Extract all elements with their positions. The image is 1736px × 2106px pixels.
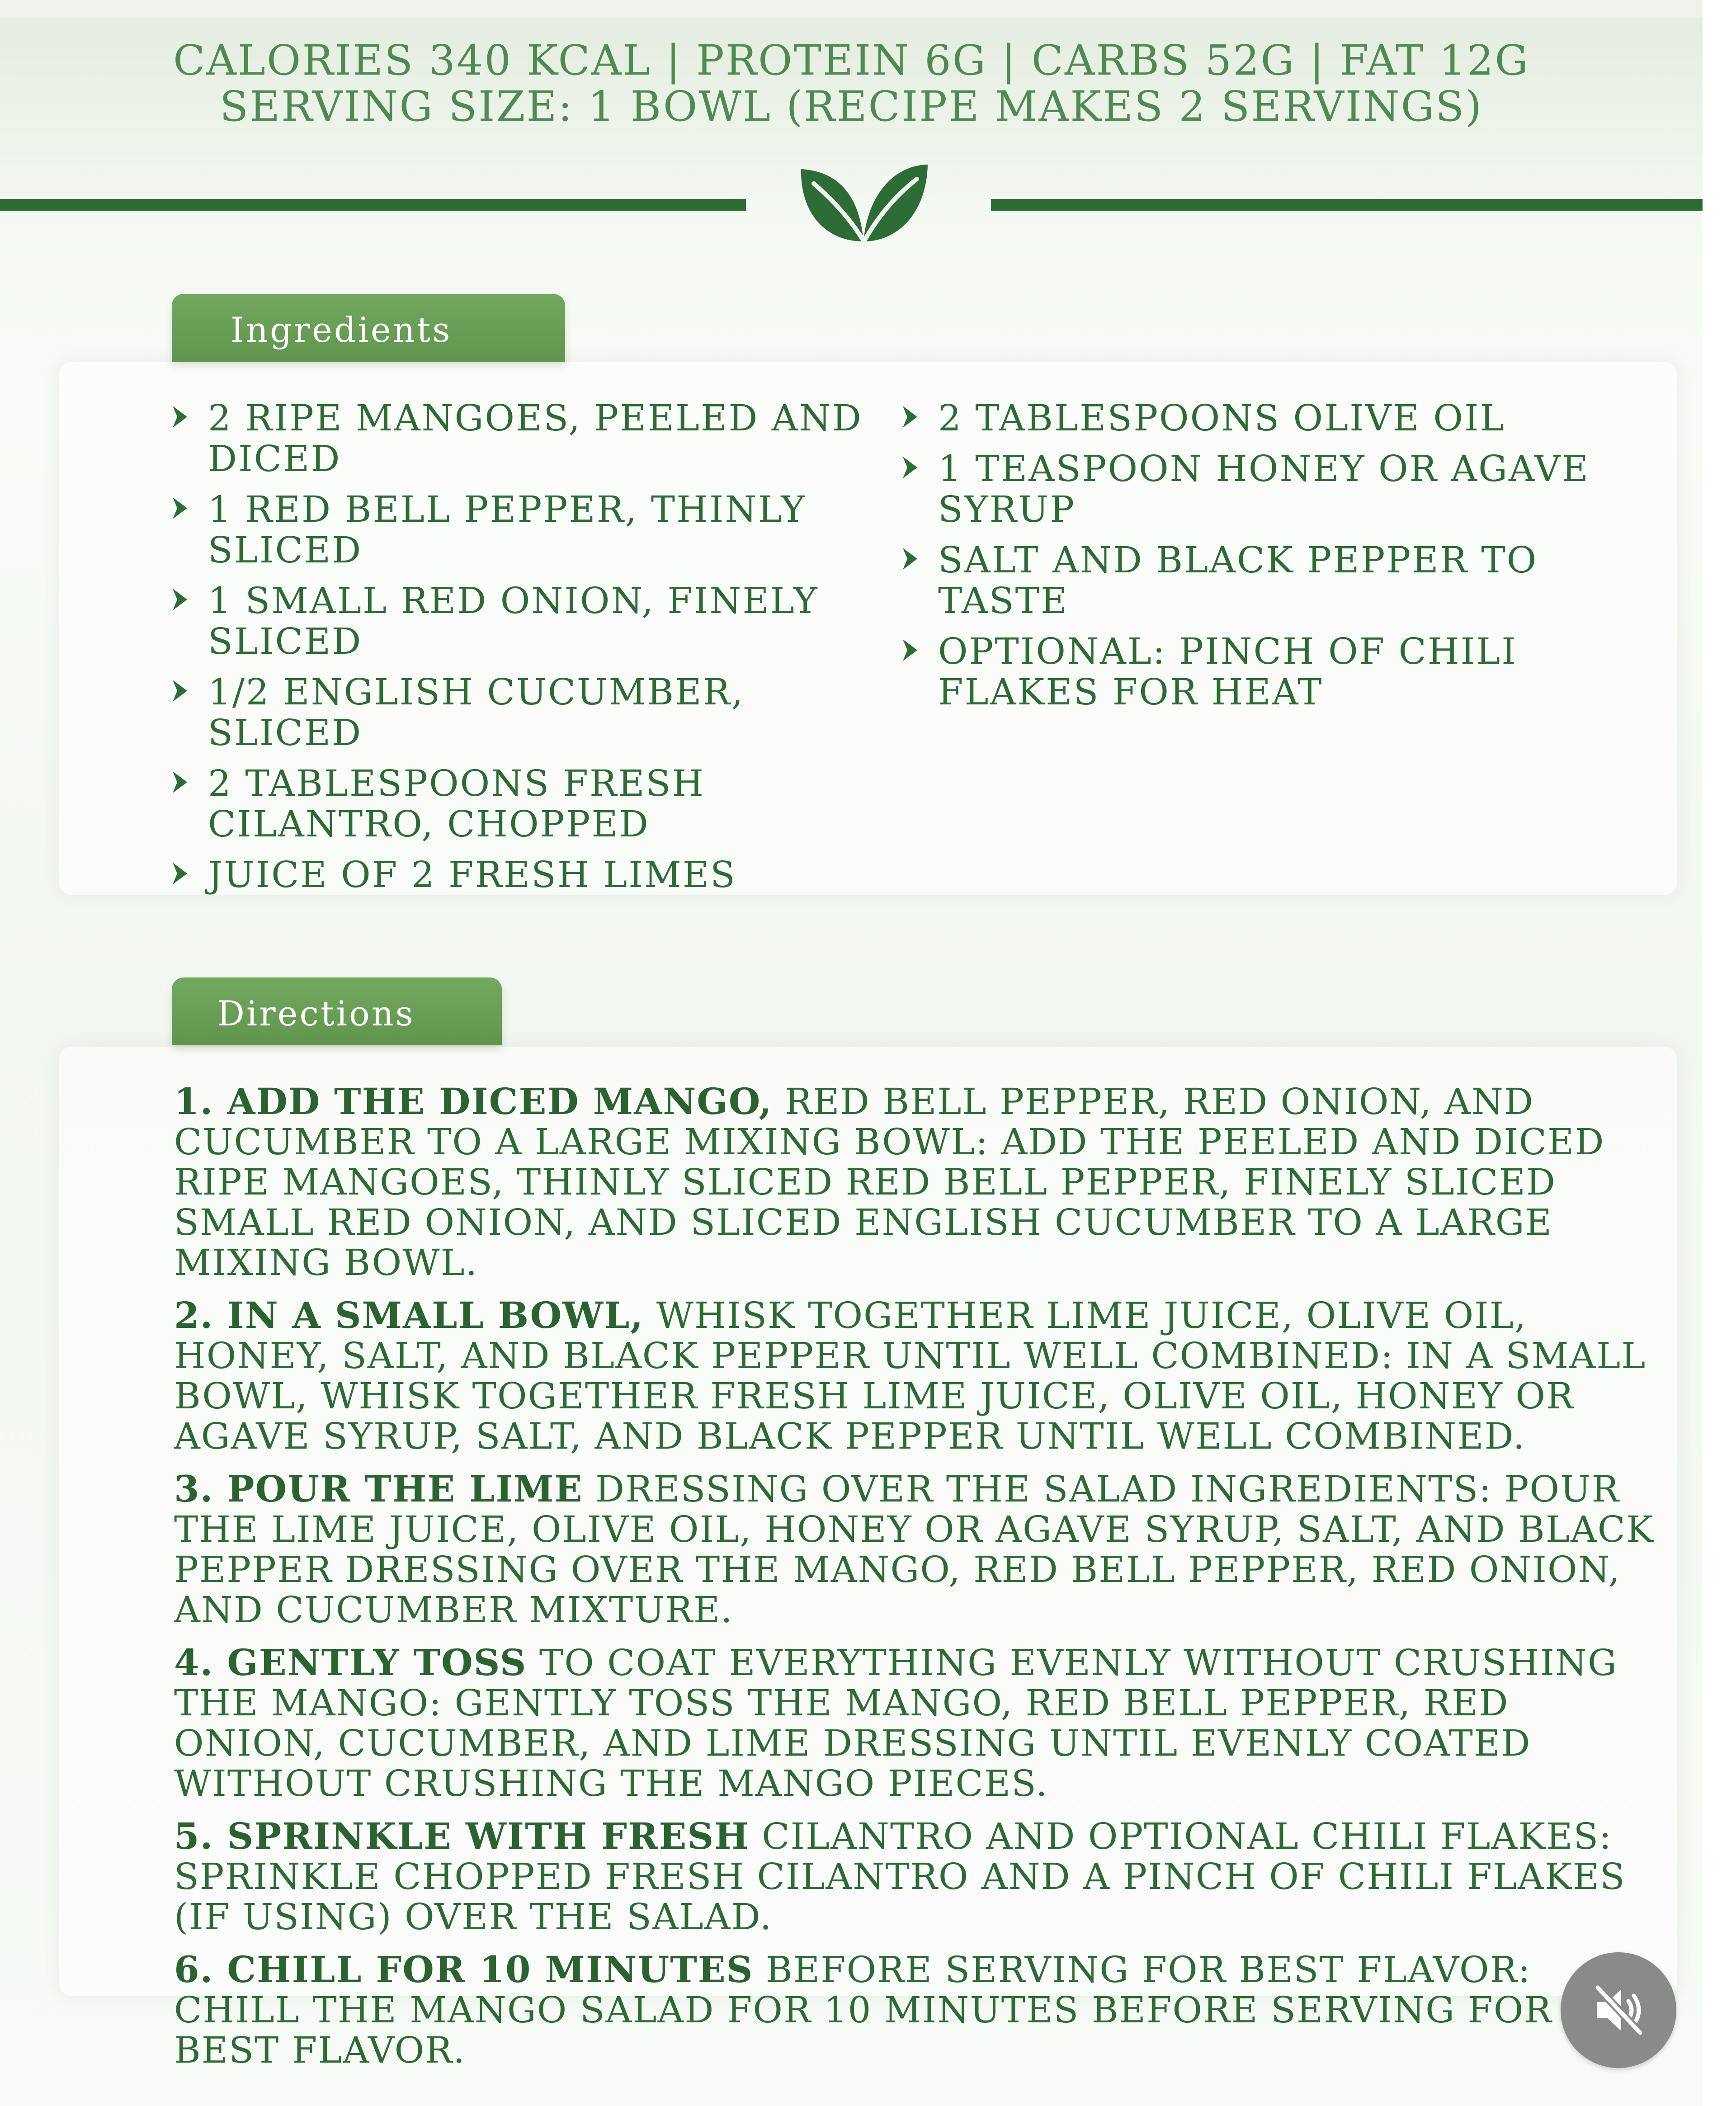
chevron-right-icon <box>901 404 919 430</box>
chevron-right-icon <box>171 587 189 612</box>
chevron-right-icon <box>171 678 189 704</box>
direction-step-lead: 3. POUR THE LIME <box>174 1468 583 1510</box>
ingredients-heading: Ingredients <box>172 294 565 362</box>
mute-button[interactable] <box>1561 1952 1676 2068</box>
ingredient-text: 2 TABLESPOONS OLIVE OIL <box>938 397 1505 439</box>
ingredient-item <box>167 581 882 662</box>
direction-step <box>174 1469 1666 1630</box>
ingredient-item <box>167 763 882 845</box>
direction-step-text: BEFORE SERVING FOR BEST FLAVOR: CHILL THE MANGO SALAD FOR 10 MINUTES BEFORE SERVING FOR BEST FLAVOR. <box>174 1949 1552 2071</box>
direction-step <box>174 1643 1666 1804</box>
ingredient-text: 1 TEASPOON HONEY OR AGAVE SYRUP <box>938 448 1590 530</box>
directions-heading: Directions <box>172 977 502 1045</box>
ingredient-item <box>167 489 882 571</box>
chevron-right-icon <box>901 455 919 480</box>
ingredient-item <box>167 855 882 895</box>
serving-size: SERVING SIZE: 1 BOWL (RECIPE MAKES 2 SERVINGS) <box>219 82 1483 131</box>
direction-step <box>174 1295 1666 1456</box>
direction-step-text: TO COAT EVERYTHING EVENLY WITHOUT CRUSHING THE MANGO: GENTLY TOSS THE MANGO, RED BELL PEPPER, RED ONION, CUCUMBER, AND LIME DRESSING UNTIL EVENLY COATED WITHOUT CRUSHING THE MANGO PIECES. <box>174 1642 1618 1804</box>
ingredient-text: 2 RIPE MANGOES, PEELED AND DICED <box>208 397 863 480</box>
ingredient-text: JUICE OF 2 FRESH LIMES <box>208 854 736 896</box>
nutrition-facts: CALORIES 340 KCAL | PROTEIN 6G | CARBS 52G | FAT 12G <box>173 36 1530 85</box>
leaf-icon <box>796 161 931 247</box>
header-divider-right <box>991 199 1703 211</box>
ingredients-list-right <box>897 398 1675 722</box>
chevron-right-icon <box>171 404 189 430</box>
direction-step-lead: 4. GENTLY TOSS <box>174 1641 527 1684</box>
ingredient-item <box>897 540 1675 621</box>
ingredient-item <box>897 631 1675 713</box>
direction-step-lead: 6. CHILL FOR 10 MINUTES <box>174 1948 754 1991</box>
direction-step-text: WHISK TOGETHER LIME JUICE, OLIVE OIL, HONEY, SALT, AND BLACK PEPPER UNTIL WELL COMBINED: IN A SMALL BOWL, WHISK TOGETHER FRESH LIME JUICE, OLIVE OIL, HONEY OR AGAVE SYRUP, SALT, AND BLACK PEPPER UNTIL WELL COMBINED. <box>174 1294 1646 1457</box>
direction-step <box>174 1816 1666 1937</box>
direction-step-text: RED BELL PEPPER, RED ONION, AND CUCUMBER TO A LARGE MIXING BOWL: ADD THE PEELED AND DICED RIPE MANGOES, THINLY SLICED RED BELL PEPPER, FINELY SLICED SMALL RED ONION, AND SLICED ENGLISH CUCUMBER TO A LARGE MIXING BOWL. <box>174 1081 1605 1284</box>
ingredient-item <box>897 398 1675 439</box>
direction-step-lead: 2. IN A SMALL BOWL, <box>174 1294 644 1336</box>
ingredient-item <box>897 449 1675 530</box>
ingredient-text: 1 SMALL RED ONION, FINELY SLICED <box>208 580 819 662</box>
direction-step <box>174 1950 1666 2070</box>
direction-step-text: DRESSING OVER THE SALAD INGREDIENTS: POUR THE LIME JUICE, OLIVE OIL, HONEY OR AGAVE SYRUP, SALT, AND BLACK PEPPER DRESSING OVER THE MANGO, RED BELL PEPPER, RED ONION, AND CUCUMBER MIXTURE. <box>174 1468 1654 1631</box>
speaker-muted-icon <box>1590 1981 1647 2039</box>
chevron-right-icon <box>171 496 189 521</box>
ingredient-item <box>167 398 882 479</box>
page-edge <box>1703 0 1736 2106</box>
directions-list <box>174 1081 1666 2083</box>
chevron-right-icon <box>171 770 189 795</box>
direction-step-text: CILANTRO AND OPTIONAL CHILI FLAKES: SPRINKLE CHOPPED FRESH CILANTRO AND A PINCH OF CHILI FLAKES (IF USING) OVER THE SALAD. <box>174 1815 1626 1938</box>
chevron-right-icon <box>901 546 919 571</box>
ingredient-text: SALT AND BLACK PEPPER TO TASTE <box>938 539 1538 622</box>
ingredient-text: OPTIONAL: PINCH OF CHILI FLAKES FOR HEAT <box>938 630 1517 713</box>
ingredients-list-left <box>167 398 882 905</box>
ingredient-text: 1/2 ENGLISH CUCUMBER, SLICED <box>208 671 745 754</box>
chevron-right-icon <box>171 861 189 886</box>
chevron-right-icon <box>901 637 919 663</box>
header-divider-left <box>0 199 746 211</box>
direction-step-lead: 5. SPRINKLE WITH FRESH <box>174 1815 750 1857</box>
ingredient-item <box>167 672 882 753</box>
direction-step <box>174 1081 1666 1283</box>
ingredient-text: 2 TABLESPOONS FRESH CILANTRO, CHOPPED <box>208 762 705 845</box>
ingredient-text: 1 RED BELL PEPPER, THINLY SLICED <box>208 488 807 571</box>
direction-step-lead: 1. ADD THE DICED MANGO, <box>174 1080 773 1123</box>
